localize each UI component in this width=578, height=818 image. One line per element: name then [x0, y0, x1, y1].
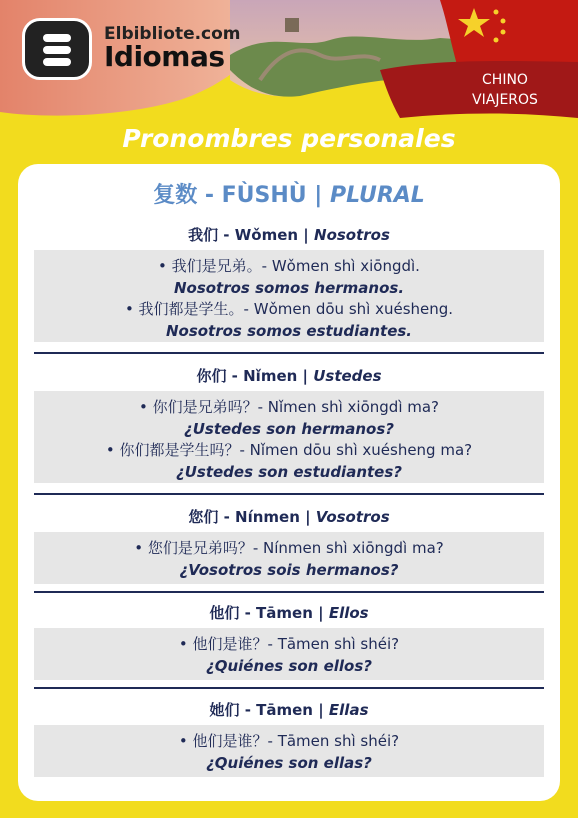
example-cn: • 你们都是学生吗？- Nǐmen dōu shì xuésheng ma? [105, 441, 473, 459]
example-box-ninmen [34, 532, 544, 584]
section-head-cn: 他们 - Tāmen | [209, 604, 329, 622]
example-es: Nosotros somos estudiantes. [165, 321, 413, 340]
example-es: ¿Vosotros sois hermanos? [179, 560, 399, 579]
section-head-cn: 您们 - Nínmen | [188, 508, 316, 526]
example-cn: • 您们是兄弟吗？- Nínmen shì xiōngdì ma? [134, 539, 444, 557]
card-title [18, 178, 560, 209]
example-es: ¿Quiénes son ellas? [206, 753, 372, 772]
example-es: ¿Ustedes son estudiantes? [176, 462, 402, 481]
tag-type: VIAJEROS [472, 92, 538, 108]
section-head-es: Ellos [328, 604, 369, 622]
section-head-tamen-m [18, 602, 560, 623]
section-head-tamen-f [18, 699, 560, 720]
section-head-es: Nosotros [314, 226, 390, 244]
example-box-women [34, 250, 544, 342]
section-head-ninmen [18, 506, 560, 527]
example-cn: • 我们都是学生。- Wǒmen dōu shì xuésheng. [124, 300, 454, 318]
divider [34, 687, 544, 689]
tag-language: CHINO [482, 72, 528, 88]
example-cn: • 他们是谁？- Tāmen shì shéi? [178, 635, 400, 653]
brand-site: Elbibliote.com [104, 24, 241, 44]
divider [34, 591, 544, 593]
example-box-tamen-f [34, 725, 544, 777]
section-head-es: Ustedes [313, 367, 382, 385]
section-head-es: Ellas [328, 701, 369, 719]
example-cn: • 我们是兄弟。- Wǒmen shì xiōngdì. [158, 257, 420, 275]
logo-icon [22, 18, 92, 80]
section-head-cn: 你们 - Nǐmen | [196, 367, 314, 385]
section-head-cn: 她们 - Tāmen | [209, 701, 329, 719]
card-title-cn: 复数 - FÙSHÙ | [153, 183, 331, 208]
category-tag [445, 70, 565, 110]
section-head-nimen [18, 365, 560, 386]
example-cn: • 你们是兄弟吗？- Nǐmen shì xiōngdì ma? [138, 398, 440, 416]
example-cn: • 他们是谁？- Tāmen shì shéi? [178, 732, 400, 750]
content-card [18, 164, 560, 801]
card-title-es: PLURAL [330, 183, 425, 208]
example-box-nimen [34, 391, 544, 483]
divider [34, 493, 544, 495]
example-es: ¿Ustedes son hermanos? [184, 419, 394, 438]
divider [34, 352, 544, 354]
example-es: Nosotros somos hermanos. [173, 278, 405, 297]
example-box-tamen-m [34, 628, 544, 680]
section-head-es: Vosotros [315, 508, 390, 526]
header-banner [0, 0, 578, 125]
example-es: ¿Quiénes son ellos? [206, 656, 372, 675]
page-title: Pronombres personales [122, 124, 456, 153]
section-head-women [18, 224, 560, 245]
brand-name: Idiomas [104, 40, 225, 73]
section-head-cn: 我们 - Wǒmen | [188, 226, 315, 244]
